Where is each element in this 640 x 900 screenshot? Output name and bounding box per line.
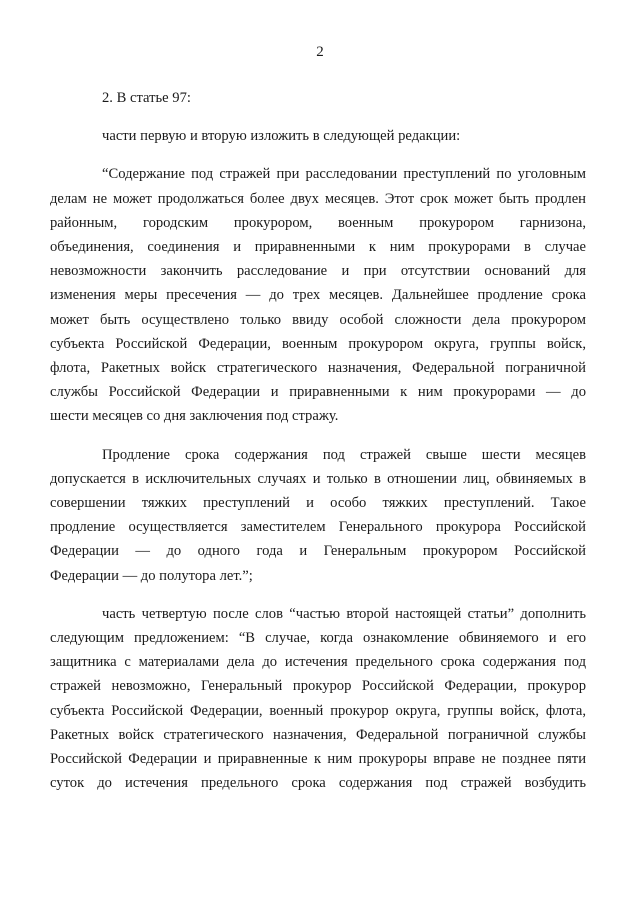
intro-paragraph: части первую и вторую изложить в следующей редакции: bbox=[102, 128, 461, 145]
text-line: субъекта Российской Федерации, военным прокурором округа, группы войск, bbox=[50, 335, 586, 352]
text-line: “Содержание под стражей при расследовании преступлений по уголовным bbox=[102, 166, 586, 183]
text-line: часть четвертую после слов “частью второй настоящей статьи” дополнить bbox=[102, 605, 586, 622]
text-line: субъекта Российской Федерации, военный прокурор округа, группы войск, флота, bbox=[50, 702, 586, 719]
text-line: совершении тяжких преступлений и особо тяжких преступлений. Такое bbox=[50, 495, 586, 512]
text-line: следующим предложением: “В случае, когда ознакомление обвиняемого и его bbox=[50, 630, 586, 647]
paragraph-extension bbox=[50, 443, 586, 588]
text-line: районным, городским прокурором, военным прокурором гарнизона, bbox=[50, 214, 586, 231]
text-line: шести месяцев со дня заключения под стражу. bbox=[50, 408, 339, 425]
text-line: суток до истечения предельного срока содержания под стражей возбудить bbox=[50, 775, 586, 792]
text-line: защитника с материалами дела до истечения предельного срока содержания под bbox=[50, 654, 586, 671]
text-line: Российской Федерации и приравненные к ним прокуроры вправе не позднее пяти bbox=[50, 751, 586, 768]
paragraph-part-four bbox=[50, 602, 586, 796]
text-line: Продление срока содержания под стражей свыше шести месяцев bbox=[102, 446, 586, 463]
text-line: Федерации — до одного года и Генеральным прокурором Российской bbox=[50, 543, 586, 560]
article-heading: 2. В статье 97: bbox=[102, 90, 191, 106]
text-line: Ракетных войск стратегического назначения, Федеральной пограничной службы bbox=[50, 726, 586, 743]
text-line: невозможности закончить расследование и при отсутствии оснований для bbox=[50, 263, 586, 280]
text-line: флота, Ракетных войск стратегического назначения, Федеральной пограничной bbox=[50, 360, 586, 377]
text-line: изменения меры пресечения — до трех месяцев. Дальнейшее продление срока bbox=[50, 287, 586, 304]
paragraph-detention-terms bbox=[50, 162, 586, 428]
text-line: делам не может продолжаться более двух месяцев. Этот срок может быть продлен bbox=[50, 190, 586, 207]
text-line: Федерации — до полутора лет.”; bbox=[50, 567, 253, 584]
text-line: продление осуществляется заместителем Генерального прокурора Российской bbox=[50, 519, 586, 536]
text-line: может быть осуществлено только ввиду особой сложности дела прокурором bbox=[50, 311, 586, 328]
text-line: объединения, соединения и приравненными к ним прокурорами в случае bbox=[50, 239, 586, 256]
document-body bbox=[50, 86, 586, 795]
text-line: допускается в исключительных случаях и только в отношении лиц, обвиняемых в bbox=[50, 470, 586, 487]
text-line: службы Российской Федерации и приравненными к ним прокурорами — до bbox=[50, 384, 586, 401]
page-number: 2 bbox=[316, 44, 324, 60]
text-line: стражей невозможно, Генеральный прокурор Российской Федерации, прокурор bbox=[50, 678, 586, 695]
